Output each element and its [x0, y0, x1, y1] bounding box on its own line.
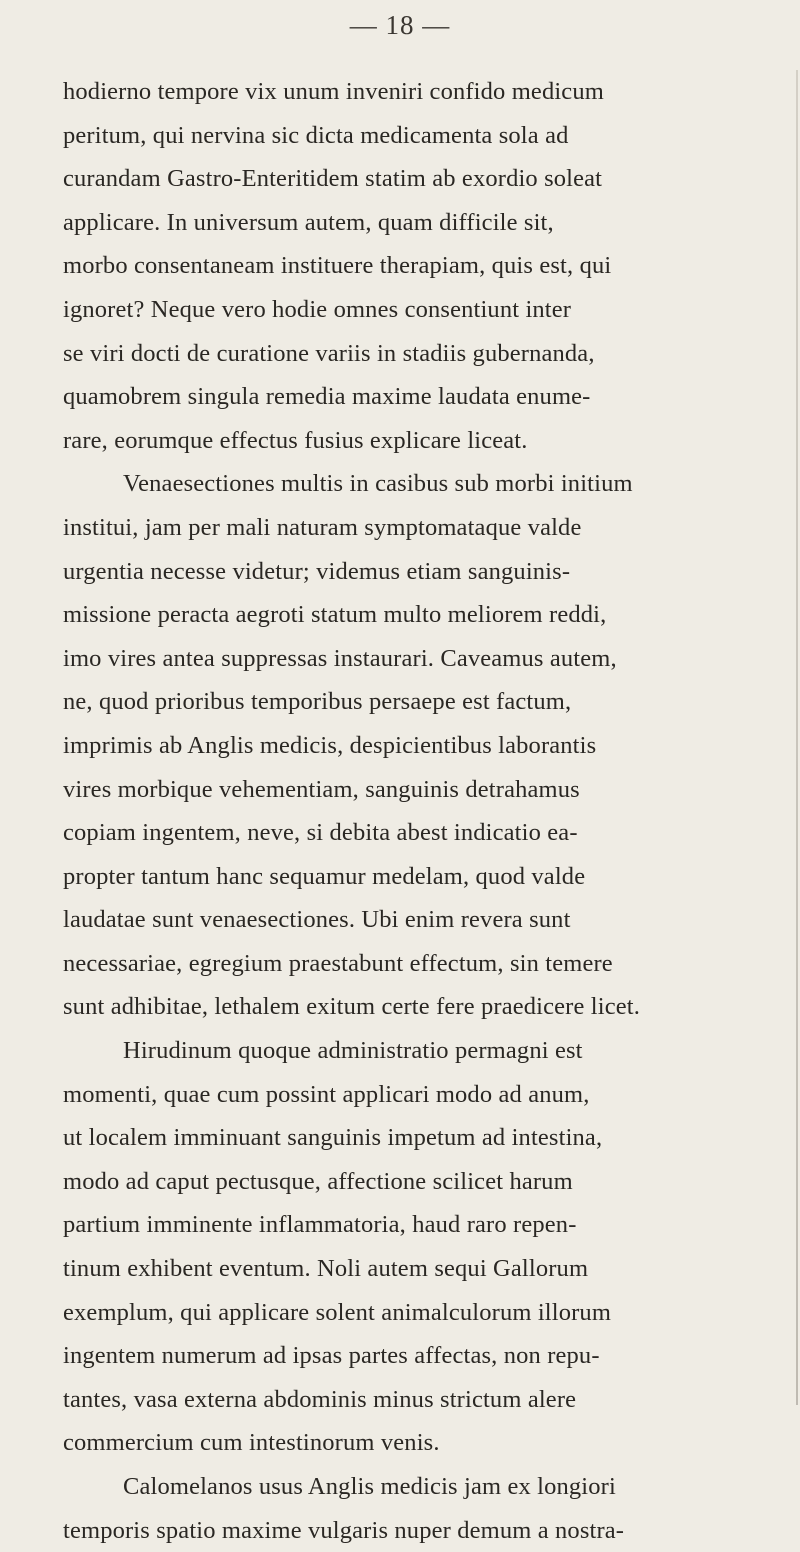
text-line: missione peracta aegroti statum multo meliorem reddi,	[63, 601, 607, 629]
text-line: laudatae sunt venaesectiones. Ubi enim revera sunt	[63, 906, 571, 934]
paragraph-start-line: Calomelanos usus Anglis medicis jam ex longiori	[123, 1473, 616, 1500]
text-line: tinum exhibent eventum. Noli autem sequi Gallorum	[63, 1255, 589, 1283]
text-line: tantes, vasa externa abdominis minus strictum alere	[63, 1385, 577, 1413]
text-line: peritum, qui nervina sic dicta medicamenta sola ad	[63, 121, 569, 149]
text-line: commercium cum intestinorum venis.	[63, 1429, 440, 1457]
text-line: sunt adhibitae, lethalem exitum certe fere praedicere licet.	[63, 993, 640, 1021]
text-line: imo vires antea suppressas instaurari. Caveamus autem,	[63, 644, 617, 672]
body-text	[63, 70, 793, 1552]
text-line: temporis spatio maxime vulgaris nuper demum a nostra-	[63, 1516, 625, 1544]
text-line: necessariae, egregium praestabunt effectum, sin temere	[63, 949, 613, 977]
text-line: copiam ingentem, neve, si debita abest indicatio ea-	[63, 819, 578, 847]
text-line: ignoret? Neque vero hodie omnes consentiunt inter	[63, 295, 572, 323]
page-edge-shadow	[796, 70, 798, 1405]
text-line: ingentem numerum ad ipsas partes affectas, non repu-	[63, 1342, 600, 1370]
text-line: morbo consentaneam instituere therapiam, quis est, qui	[63, 252, 612, 280]
text-line: ut localem imminuant sanguinis impetum ad intestina,	[63, 1124, 603, 1152]
text-line: momenti, quae cum possint applicari modo ad anum,	[63, 1080, 590, 1108]
text-line: exemplum, qui applicare solent animalculorum illorum	[63, 1298, 612, 1326]
text-line: quamobrem singula remedia maxime laudata enume-	[63, 383, 591, 411]
text-line: vires morbique vehementiam, sanguinis detrahamus	[63, 775, 580, 803]
text-line: ne, quod prioribus temporibus persaepe est factum,	[63, 688, 572, 716]
paragraph-start-line: Hirudinum quoque administratio permagni est	[123, 1037, 583, 1065]
text-line: rare, eorumque effectus fusius explicare liceat.	[63, 426, 528, 454]
text-line: curandam Gastro-Enteritidem statim ab exordio soleat	[63, 165, 603, 193]
text-line: applicare. In universum autem, quam difficile sit,	[63, 208, 554, 236]
text-line: institui, jam per mali naturam symptomataque valde	[63, 513, 582, 541]
text-line: urgentia necesse videtur; videmus etiam sanguinis-	[63, 557, 571, 585]
text-line: imprimis ab Anglis medicis, despicientibus laborantis	[63, 731, 597, 759]
text-line: modo ad caput pectusque, affectione scilicet harum	[63, 1167, 573, 1195]
page-number: — 18 —	[349, 10, 451, 40]
text-line: se viri docti de curatione variis in stadiis gubernanda,	[63, 339, 595, 367]
paragraph-start-line: Venaesectiones multis in casibus sub morbi initium	[123, 470, 633, 498]
text-line: partium imminente inflammatoria, haud raro repen-	[63, 1211, 577, 1239]
text-line: propter tantum hanc sequamur medelam, quod valde	[63, 862, 586, 890]
text-line: hodierno tempore vix unum inveniri confido medicum	[63, 78, 604, 105]
